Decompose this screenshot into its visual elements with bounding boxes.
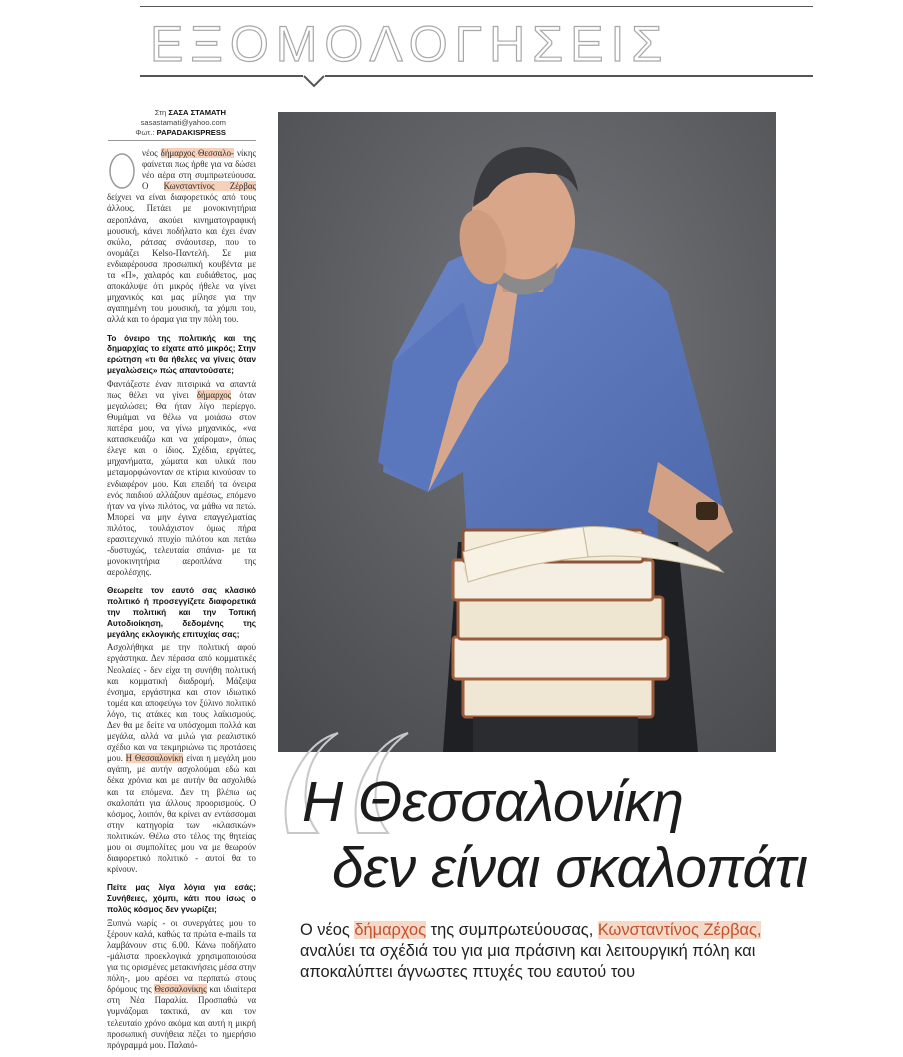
answer-2-text-2: είναι η μεγάλη μου αγάπη, με αυτήν ασχολούμαι εδώ και δέκα χρόνια και με αυτήν θα ασχολιθώ και τα επόμενα. Δεν τη βλέπω ως σκαλοπάτι για άλλους προορισμούς. Ο κόσμος, λοιπόν, θα κρίνει αν εντάσσομαι στην κατηγορία των «κλασικών» πολιτικών. Θέλω στο τέλος της θητείας μου οι συμπολίτες μου να με θεωρούν διαφορετικό πολιτικό - αυτοί θα το κρίνουν.	[107, 753, 256, 875]
answer-2	[107, 642, 256, 875]
lede-paragraph	[300, 920, 770, 983]
question-3: Πείτε μας λίγα λόγια για εσάς; Συνήθειες, χόμπι, κάτι που ίσως ο πολύς κόσμος δεν γνωρίζει;	[107, 883, 256, 914]
drop-cap-o-icon	[107, 151, 137, 191]
author-email: sasastamati@yahoo.com	[140, 118, 226, 127]
article-column	[107, 148, 256, 1057]
lede-highlight-2: Κωνσταντίνος Ζέρβας,	[597, 921, 762, 939]
byline	[108, 108, 226, 138]
intro-highlight-2: Κωνσταντίνος Ζέρβας	[163, 181, 257, 192]
photo-prefix: Φωτ.:	[135, 128, 155, 137]
lede-text-1: Ο νέος	[300, 921, 350, 939]
answer-3	[107, 918, 256, 1051]
answer-3-text-2: και ιδιαίτερα στη Νέα Παραλία. Προσπαθώ να γυμνάζομαι τακτικά, αν και τον τελευταίο χρόνο ακόμα και αυτή η μικρή προσωπική συνήθεια πέζει το ημερήσιο πρόγραμμά μου. Παλαιό-	[107, 984, 256, 1050]
header-rule	[140, 75, 813, 77]
answer-1	[107, 379, 256, 579]
author-name: ΣΑΣΑ ΣΤΑΜΑΤΗ	[168, 108, 226, 117]
pull-quote	[302, 772, 822, 898]
answer-2-highlight: Η Θεσσαλονίκη	[125, 753, 184, 764]
question-2: Θεωρείτε τον εαυτό σας κλασικό πολιτικό ή προσεγγίζετε διαφορετικά την πολιτική και την Τοπική Αυτοδιοίκηση, δεδομένης της μεγάλης εκλογικής επιτυχίας σας;	[107, 586, 256, 639]
pull-quote-line-1: Η Θεσσαλονίκη	[302, 770, 684, 834]
lede-highlight-1: δήμαρχος	[354, 921, 427, 939]
intro-text-2: νίκης φαίνεται πως ήρθε για να δώσει νέο αέρα στη συμπρωτεύουσα. Ο	[142, 148, 256, 192]
author-prefix: Στη	[154, 108, 167, 117]
pull-quote-line-2: δεν είναι σκαλοπάτι	[332, 836, 808, 900]
lede-text-3: αναλύει τα σχέδιά του για μια πράσινη και λειτουργική πόλη και αποκαλύπτει άγνωστες πτυχές του εαυτού του	[300, 942, 756, 981]
answer-3-text-1: Ξυπνώ νωρίς - οι συνεργάτες μου το ξέρουν καλά, καθώς τα πρώτα e-mails τα λαμβάνουν στις 6.00. Κάνω ποδήλατο -μάλιστα προεκλογικά χρησιμοποιούσα για τις ορισμένες μετακινήσεις μέσα στην πόλη-, μου αρέσει να περπατώ στους δρόμους της	[107, 917, 256, 995]
intro-paragraph	[107, 148, 256, 326]
answer-1-text-1: Φαντάζεστε έναν πιτσιρικά να απαντά πως θέλει να γίνει	[107, 378, 256, 400]
answer-1-text-2: όταν μεγαλώσει; Θα ήταν λίγο περίεργο. Θυμάμαι να θέλω να μοιάσω στον πατέρα μου, να γίνω μηχανικός, «να κατασκευάζω και να χαίρομαι», όπως έλεγε και ο ίδιος. Σχέδια, εργάτες, μηχανήματα, χώματα και υλικά που μεταμορφώνονταν σε κτίρια κινούσαν το ενδιαφέρον μου. Και επειδή τα όνειρα ενός παιδιού αλλάζουν αμέσως, επόμενο ήταν να γίνω πιλότος, να μάθω να πετώ. Μπορεί να μην έγινα επαγγελματίας πιλότος, τουλάχιστον όμως πήρα ερασιτεχνικό πτυχίο πιλότου και πετάω -δυστυχώς, τελευταία σπάνια- με τα μονοκινητήρια αεροπλάνα της αερολέσχης.	[107, 389, 256, 578]
lede-text-2: της συμπρωτεύουσας,	[430, 921, 594, 939]
portrait-photo	[278, 112, 776, 752]
intro-highlight-1: δήμαρχος Θεσσαλο-	[160, 148, 235, 158]
top-rule	[140, 6, 813, 7]
answer-1-highlight: δήμαρχος	[196, 389, 232, 400]
intro-text-1: νέος	[142, 148, 158, 158]
answer-2-text-1: Ασχολήθηκα με την πολιτική αφού εργάστηκα. Δεν πέρασα από κομματικές Νεολαίες - δεν είχα τη συνήθη πολιτική και κομματική διαδρομή. Μάζεψα ένσημα, εργάστηκα και στον ιδιωτικό τομέα και αποφεύγω τον ξύλινο πολιτικό λόγο, τις ατάκες και τους λαϊκισμούς. Δεν θα με δείτε να υπόσχομαι πολλά και μεγάλα, αλλά να μιλώ για ρεαλιστικό σχέδιο και να τεκμηριώνω τις προτάσεις μου.	[107, 642, 256, 764]
photo-credit: PAPADAKISPRESS	[156, 128, 226, 137]
answer-3-highlight: Θεσσαλονίκης	[154, 984, 207, 995]
section-title: ΕΞΟΜΟΛΟΓΗΣΕΙΣ	[150, 16, 670, 72]
byline-rule	[108, 140, 256, 141]
intro-text-3: δείχνει να είναι διαφορετικός από τους άλλους. Πετάει με μονοκινητήρια αεροπλάνα, ακούει κινηματογραφική μουσική, κάνει ποδήλατο και έχει έναν σκύλο, ράτσας σνάουτσερ, που το ονομάζει Kelso-Παντελή. Σε μια ενδιαφέρουσα προσωπική κουβέντα με τα «Π», χαλαρός και ευδιάθετος, μας αποκάλυψε ότι μικρός ήθελε να γίνει μηχανικός και μας μίλησε για την αγαπημένη του μουσική, τα χόμπι του, αλλά και το όραμα για την πόλη του.	[107, 192, 256, 325]
header-notch	[303, 72, 325, 94]
question-1: Το όνειρο της πολιτικής και της δημαρχίας το είχατε από μικρός; Στην ερώτηση «τι θα ήθελες να γίνεις όταν μεγαλώσεις» πώς απαντούσατε;	[107, 333, 256, 375]
